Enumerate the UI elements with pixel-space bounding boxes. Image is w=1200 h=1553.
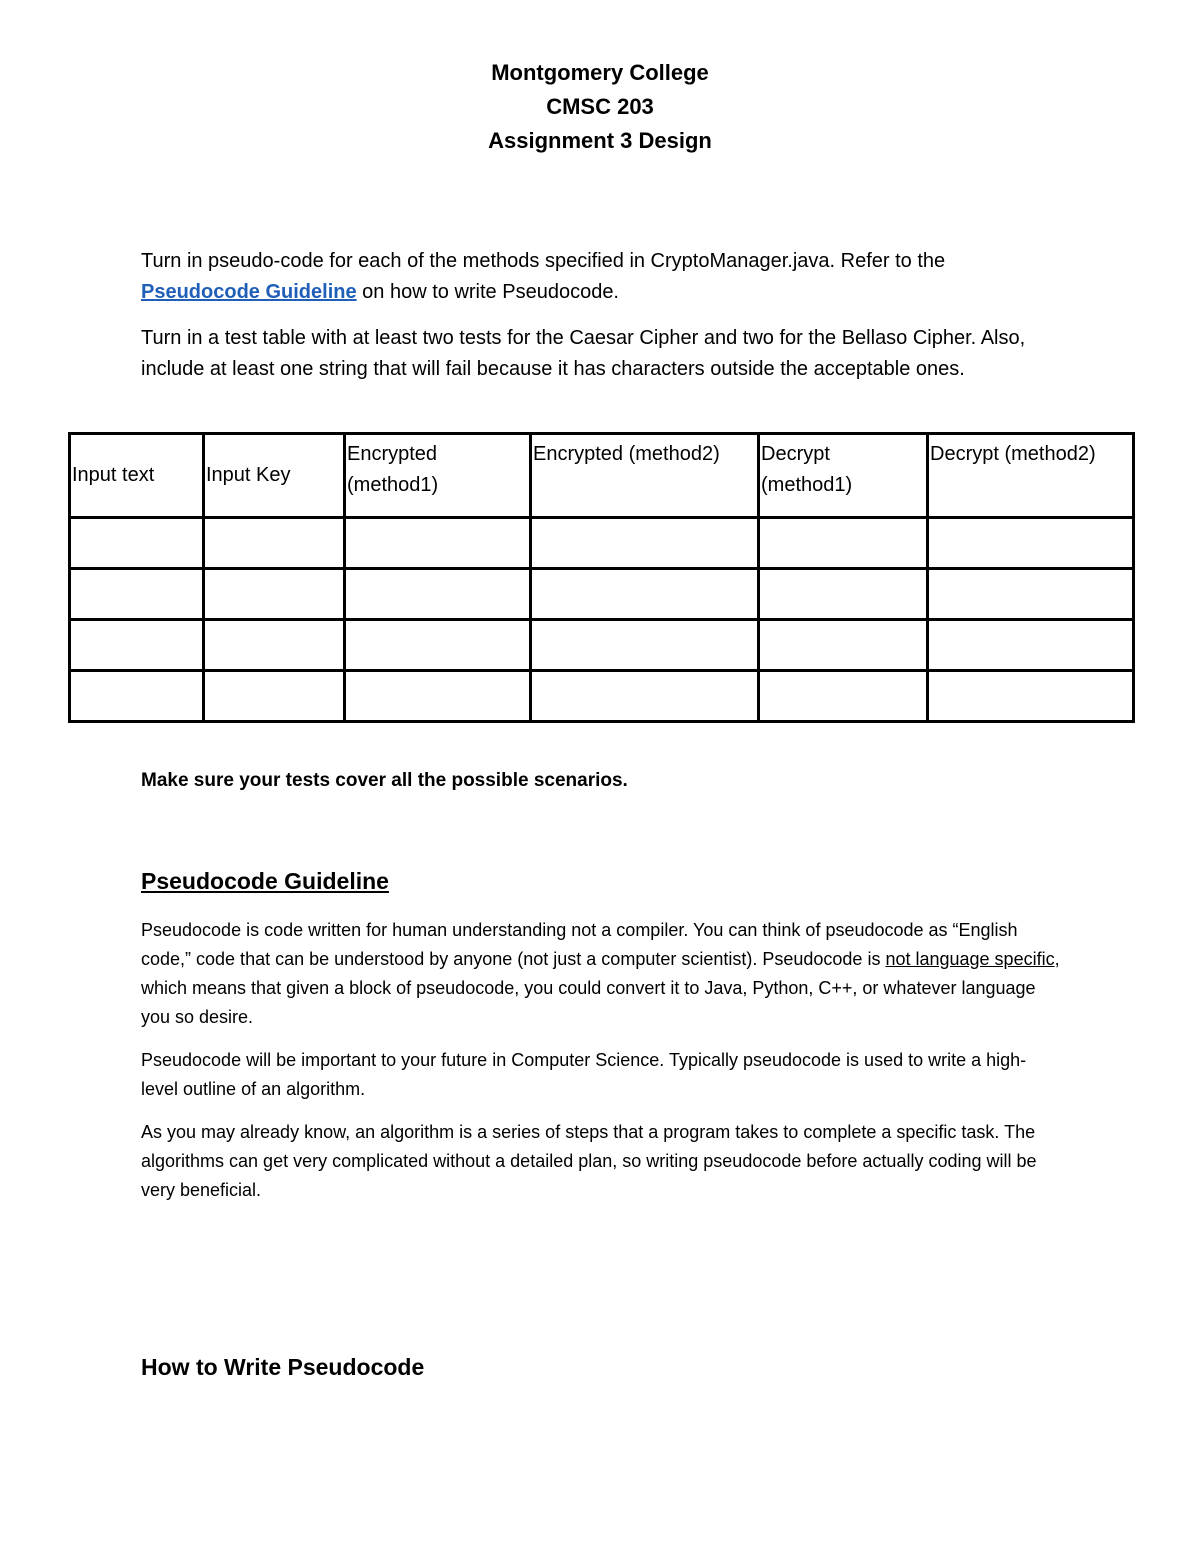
header-decrypt-method2: Decrypt (method2) [928,434,1134,518]
table-header-row [70,434,1134,518]
guideline-paragraph-3: As you may already know, an algorithm is a series of steps that a program takes to complete a specific task. The algorithms can get very complicated without a detailed plan, so writing pseudocode before actually coding will be very beneficial. [141,1122,1037,1200]
intro-text: Turn in pseudo-code for each of the methods specified in CryptoManager.java. Refer to the [141,250,946,272]
table-cell[interactable] [204,620,345,671]
test-coverage-note: Make sure your tests cover all the possible scenarios. [141,770,628,791]
table-cell[interactable] [70,569,204,620]
guideline-text: Pseudocode is code written for human understanding not a compiler. You can think of pseudocode as “English code,” code that can be understood by anyone (not just a computer scientist). Pseudocode is [141,920,1018,969]
table-row [70,518,1134,569]
table-cell[interactable] [759,569,928,620]
guideline-section [141,916,1061,1219]
table-cell[interactable] [928,620,1134,671]
header-encrypted-method2: Encrypted (method2) [531,434,759,518]
how-to-write-heading: How to Write Pseudocode [141,1354,425,1380]
assignment-title: Assignment 3 Design [488,128,712,153]
table-cell[interactable] [70,620,204,671]
table-cell[interactable] [345,518,531,569]
table-cell[interactable] [928,518,1134,569]
course-code: CMSC 203 [546,94,654,119]
table-cell[interactable] [70,518,204,569]
header-decrypt-method1: Decrypt (method1) [759,434,928,518]
intro-paragraph-1 [141,246,1041,308]
table-cell[interactable] [531,671,759,722]
table-cell[interactable] [759,620,928,671]
header-input-text: Input text [70,434,204,518]
table-cell[interactable] [531,569,759,620]
guideline-paragraph-2: Pseudocode will be important to your future in Computer Science. Typically pseudocode is used to write a high-level outline of an algorithm. [141,1050,1027,1099]
table-cell[interactable] [345,620,531,671]
college-name: Montgomery College [491,60,709,85]
table-cell[interactable] [345,671,531,722]
table-row [70,620,1134,671]
pseudocode-guideline-heading: Pseudocode Guideline [141,868,389,894]
table-cell[interactable] [345,569,531,620]
header-input-key: Input Key [204,434,345,518]
intro-text-after-link: on how to write Pseudocode. [356,281,619,303]
table-cell[interactable] [531,620,759,671]
table-cell[interactable] [928,671,1134,722]
not-language-specific-phrase: not language specific [885,949,1055,969]
table-cell[interactable] [531,518,759,569]
table-cell[interactable] [204,569,345,620]
intro-paragraph-2: Turn in a test table with at least two tests for the Caesar Cipher and two for the Bellaso Cipher. Also, include at least one string that will fail because it has characters outside the acceptable ones. [141,327,1026,380]
test-table [68,432,1135,723]
table-cell[interactable] [759,518,928,569]
table-row [70,671,1134,722]
table-cell[interactable] [928,569,1134,620]
guideline-paragraph-1 [141,916,1061,1032]
table-cell[interactable] [204,671,345,722]
document-title-block [0,56,1200,158]
table-cell[interactable] [759,671,928,722]
intro-section [141,246,1041,400]
guideline-text-cont: , which means that given a block of pseudocode, you could convert it to Java, Python, C++, or whatever language you so desire. [141,949,1060,1027]
header-encrypted-method1: Encrypted (method1) [345,434,531,518]
table-cell[interactable] [204,518,345,569]
table-row [70,569,1134,620]
pseudocode-guideline-link[interactable]: Pseudocode Guideline [141,281,357,303]
table-cell[interactable] [70,671,204,722]
